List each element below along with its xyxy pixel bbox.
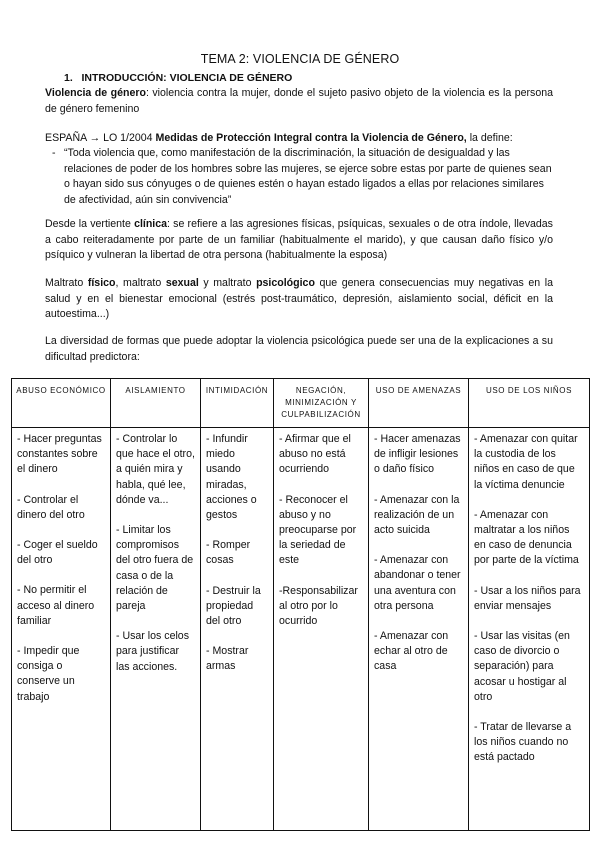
maltrato-keyword-psicologico: psicológico xyxy=(256,277,315,289)
definition-term: Violencia de género xyxy=(45,87,146,99)
maltrato-text-3: y maltrato xyxy=(198,277,257,289)
list-item: - Mostrar armas xyxy=(206,645,249,673)
bullet-dash: - xyxy=(52,147,56,159)
list-item: - Destruir la propiedad del otro xyxy=(206,584,261,628)
list-item: - Romper cosas xyxy=(206,539,251,567)
list-item: - Amenazar con la realización de un acto suicida xyxy=(374,493,460,537)
list-item: - Amenazar con echar al otro de casa xyxy=(374,630,449,673)
clinical-paragraph xyxy=(45,217,553,264)
law-name: Medidas de Protección Integral contra la Violencia de Género, xyxy=(155,132,467,144)
list-item: - Amenazar con maltratar a los niños en caso de denuncia por parte de la víctima xyxy=(474,508,579,567)
maltrato-paragraph xyxy=(45,276,553,323)
table-row xyxy=(12,428,590,831)
list-item: - Infundir miedo usando miradas, acciones o gestos xyxy=(206,433,257,522)
maltrato-keyword-fisico: físico xyxy=(87,277,116,289)
list-item: -Responsabilizar al otro por lo ocurrido xyxy=(279,584,358,628)
clinical-text: : se refiere a las agresiones físicas, psíquicas, sexuales o de otra índole, llevadas a cabo reiteradamente por parte de un familiar (habitualmente el marido), y que causan daño físico y/o psíquico y vulneran la libertad de otra persona (habitualmente la esposa) xyxy=(45,218,553,261)
maltrato-text-1: Maltrato xyxy=(45,277,88,289)
list-item: - No permitir el acceso al dinero familiar xyxy=(17,584,95,627)
list-item: - Amenazar con abandonar o tener una aventura con otra persona xyxy=(374,554,461,612)
law-suffix: la define: xyxy=(466,132,513,144)
cell-intimidacion xyxy=(201,428,274,831)
list-item: - Reconocer el abuso y no preocuparse por la seriedad de este xyxy=(279,493,357,567)
law-quote xyxy=(52,146,553,208)
law-paragraph xyxy=(45,131,553,147)
maltrato-text-2: , maltrato xyxy=(115,277,166,289)
list-item: - Usar los celos para justificar las acciones. xyxy=(116,630,189,673)
header-negacion: NEGACIÓN, MINIMIZACIÓN Y CULPABILIZACIÓN xyxy=(274,379,369,428)
header-intimidacion: INTIMIDACIÓN xyxy=(201,379,274,428)
section-heading: 1. INTRODUCCIÓN: VIOLENCIA DE GÉNERO xyxy=(64,72,293,84)
definition-text: : violencia contra la mujer, donde el sujeto pasivo objeto de la violencia es la persona de género femenino xyxy=(45,87,554,115)
list-item: - Controlar el dinero del otro xyxy=(17,493,85,521)
list-item: - Afirmar que el abuso no está ocurriendo xyxy=(279,433,351,476)
page-title: TEMA 2: VIOLENCIA DE GÉNERO xyxy=(200,52,400,66)
cell-uso-amenazas xyxy=(369,428,469,831)
list-item: - Hacer preguntas constantes sobre el dinero xyxy=(17,433,102,476)
clinical-keyword: clínica xyxy=(134,218,168,230)
cell-negacion xyxy=(274,428,369,831)
header-aislamiento: AISLAMIENTO xyxy=(111,379,201,428)
violence-forms-table xyxy=(11,378,590,831)
cell-abuso-economico xyxy=(12,428,111,831)
list-item: - Hacer amenazas de infligir lesiones o daño físico xyxy=(374,433,461,476)
list-item: - Usar las visitas (en caso de divorcio o separación) para acosar u hostigar al otro xyxy=(474,630,570,703)
cell-aislamiento xyxy=(111,428,201,831)
table-header-row xyxy=(12,379,590,428)
maltrato-text-4: que genera consecuencias muy negativas en la salud y en el bienestar emocional (estrés post-traumático, depresión, aislamiento social, déficit en la autoestima...) xyxy=(45,277,553,320)
law-prefix: ESPAÑA → LO 1/2004 xyxy=(45,132,156,144)
header-uso-ninos: USO DE LOS NIÑOS xyxy=(469,379,590,428)
list-item: - Coger el sueldo del otro xyxy=(17,539,98,567)
list-item: - Controlar lo que hace el otro, a quién mira y habla, qué lee, dónde va... xyxy=(116,433,195,506)
diversity-paragraph: La diversidad de formas que puede adoptar la violencia psicológica puede ser una de la explicaciones a su dificultad predictora: xyxy=(45,335,553,363)
list-item: - Amenazar con quitar la custodia de los niños en caso de que la víctima denuncie xyxy=(474,433,578,491)
clinical-prefix: Desde la vertiente xyxy=(45,218,135,230)
list-item: - Tratar de llevarse a los niños cuando no está pactado xyxy=(474,721,572,764)
list-item: - Usar a los niños para enviar mensajes xyxy=(474,584,581,612)
quote-text: “Toda violencia que, como manifestación de la discriminación, la situación de desigualdad y las relaciones de poder de los hombres sobre las mujeres, se ejerce sobre estas por parte de quienes sean o hayan sido sus cónyuges o de quienes estén o hayan estado ligados a ellas por relaciones similares de afectividad, aún sin convivencia” xyxy=(64,147,552,206)
cell-uso-ninos xyxy=(469,428,590,831)
header-abuso-economico: ABUSO ECONÓMICO xyxy=(12,379,111,428)
header-uso-amenazas: USO DE AMENAZAS xyxy=(369,379,469,428)
list-item: - Impedir que consiga o conserve un trabajo xyxy=(17,645,80,703)
maltrato-keyword-sexual: sexual xyxy=(165,277,199,289)
list-item: - Limitar los compromisos del otro fuera de casa o de la relación de pareja xyxy=(116,524,194,613)
definition-paragraph xyxy=(45,86,553,117)
